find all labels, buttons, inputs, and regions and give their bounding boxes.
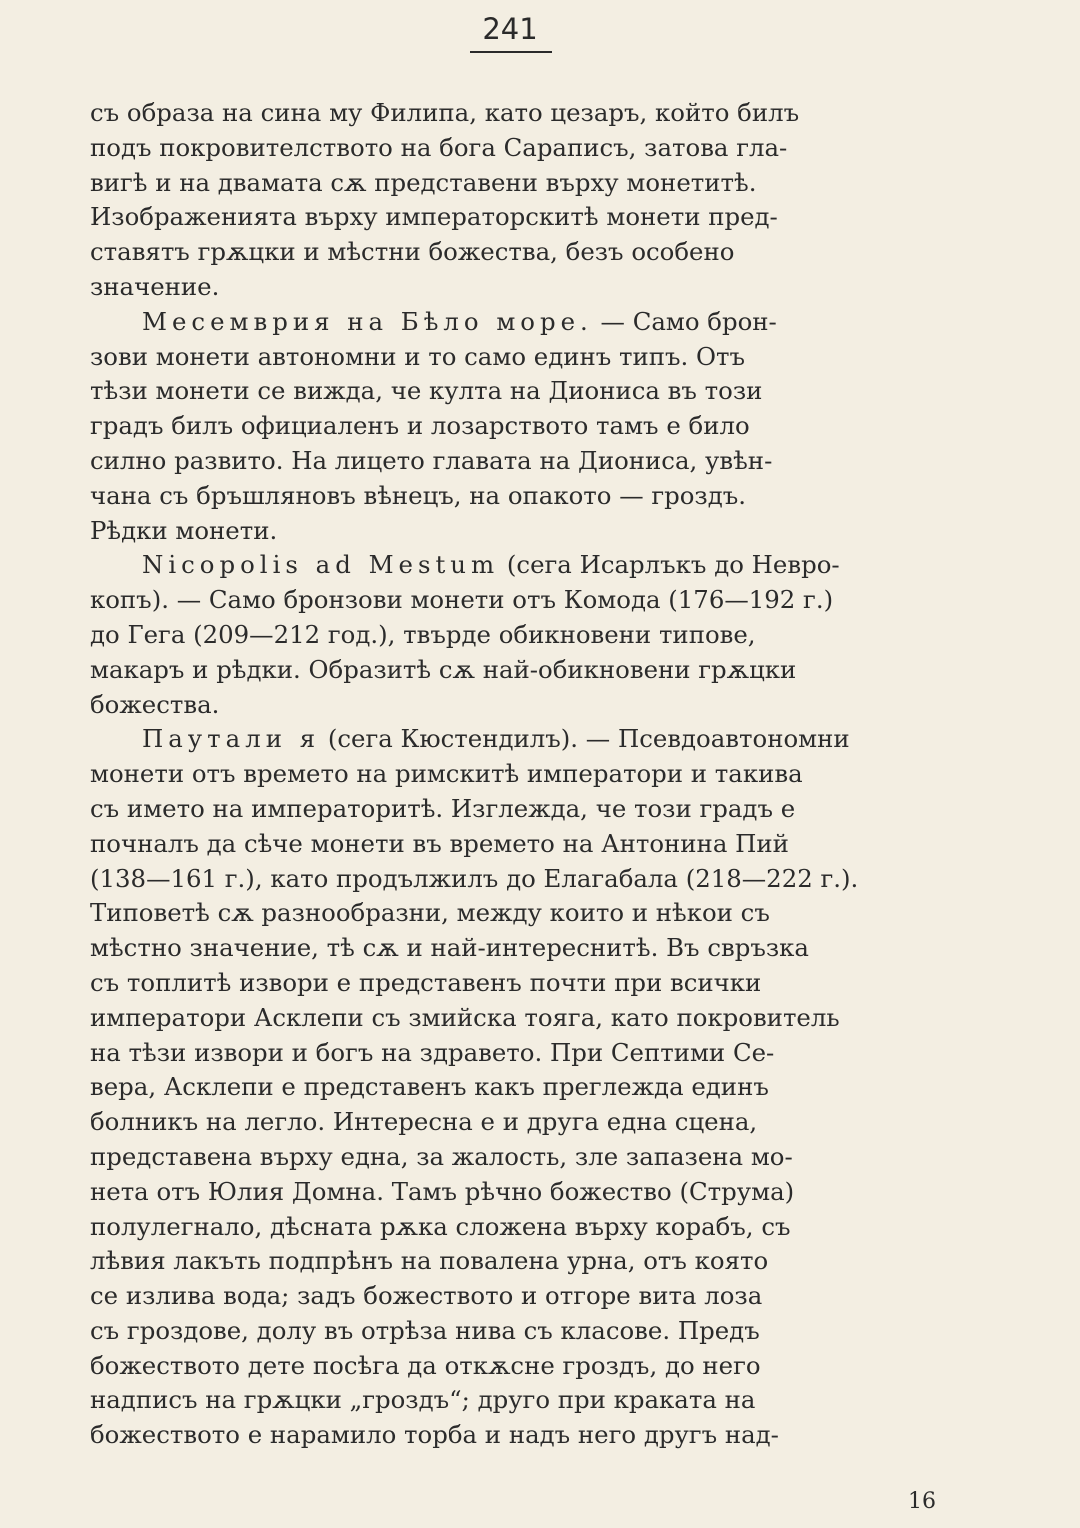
text-line: императори Асклепи съ змийска тояга, като покровитель [90, 1002, 840, 1032]
page-number-underline [470, 51, 552, 53]
text-line: Типоветѣ сѫ разнообразни, между които и нѣкои съ [90, 898, 770, 928]
section-heading-mesembria: Месемврия на Бѣло море. [142, 306, 593, 336]
text-line: ставятъ грѫцки и мѣстни божества, безъ особено [90, 237, 735, 267]
text-line: значение. [90, 271, 220, 301]
text-line: съ името на императоритѣ. Изглежда, че този градъ е [90, 793, 796, 823]
section-heading-pautalia: Паутали я [142, 724, 321, 754]
text-line: нета отъ Юлия Домна. Тамъ рѣчно божество (Струма) [90, 1176, 795, 1206]
text-line: божеството е нарамило торба и надъ него другъ над- [90, 1420, 779, 1450]
text-line: подъ покровителството на бога Сараписъ, затова гла- [90, 132, 788, 162]
paragraph-first-line [90, 722, 930, 757]
text-line: Изображенията върху императорскитѣ монети пред- [90, 202, 778, 232]
body-text [90, 96, 930, 1453]
text-line: съ образа на сина му Филипа, като цезаръ, който билъ [90, 98, 800, 127]
signature-mark: 16 [908, 1489, 936, 1514]
text-line: мѣстно значение, тѣ сѫ и най-интереснитѣ. Въ свръзка [90, 933, 809, 963]
text-line: почналъ да сѣче монети въ времето на Антонина Пий [90, 828, 789, 858]
text-line: надписъ на грѫцки „гроздъ“; друго при краката на [90, 1385, 756, 1415]
text-line: вера, Асклепи е представенъ какъ преглежда единъ [90, 1072, 769, 1102]
text-line: съ топлитѣ извори е представенъ почти при всички [90, 967, 762, 997]
text-line: болникъ на легло. Интересна е и друга една сцена, [90, 1107, 758, 1137]
text-line: представена върху една, за жалость, зле запазена мо- [90, 1141, 793, 1171]
text-line: (138—161 г.), като продължилъ до Елагабала (218—222 г.). [90, 863, 859, 893]
text-line: Рѣдки монети. [90, 515, 278, 545]
text-line: тѣзи монети се вижда, че култа на Диониса въ този [90, 376, 763, 406]
text-line: божеството дете посѣга да откѫсне гроздъ, до него [90, 1350, 761, 1380]
text-line: се излива вода; задъ божеството и отгоре вита лоза [90, 1281, 763, 1311]
text-line: лѣвия лакъть подпрѣнъ на повалена урна, отъ която [90, 1246, 769, 1276]
paragraph-first-line [90, 548, 930, 583]
text-line: монети отъ времето на римскитѣ императори и такива [90, 759, 803, 789]
text-line: на тѣзи извори и богъ на здравето. При Септими Се- [90, 1037, 775, 1067]
text-line: до Гега (209—212 год.), твърде обикновени типове, [90, 619, 756, 649]
text-line: силно развито. На лицето главата на Диониса, увѣн- [90, 445, 773, 475]
text-line: макаръ и рѣдки. Образитѣ сѫ най-обикновени грѫцки [90, 654, 797, 684]
text-fragment: (сега Кюстендилъ). — Псевдоавтономни [320, 724, 850, 754]
text-fragment: (сега Исарлъкъ до Невро- [499, 550, 840, 580]
text-line: полулегнало, дѣсната рѫка сложена върху корабъ, съ [90, 1211, 791, 1241]
text-line: зови монети автономни и то само единъ типъ. Отъ [90, 341, 746, 371]
text-line: съ гроздове, долу въ отрѣза нива съ класове. Предъ [90, 1315, 760, 1345]
text-line: копъ). — Само бронзови монети отъ Комода (176—192 г.) [90, 585, 834, 615]
section-heading-nicopolis: Nicopolis ad Mestum [142, 550, 500, 580]
text-fragment: — Само брон- [592, 306, 777, 336]
page-number: 241 [482, 12, 538, 46]
paragraph-first-line [90, 305, 930, 340]
text-line: вигѣ и на двамата сѫ представени върху монетитѣ. [90, 167, 757, 197]
text-line: чана съ бръшляновъ вѣнецъ, на опакото — гроздъ. [90, 480, 747, 510]
text-line: градъ билъ официаленъ и лозарството тамъ е било [90, 411, 750, 441]
text-line: божества. [90, 689, 220, 719]
